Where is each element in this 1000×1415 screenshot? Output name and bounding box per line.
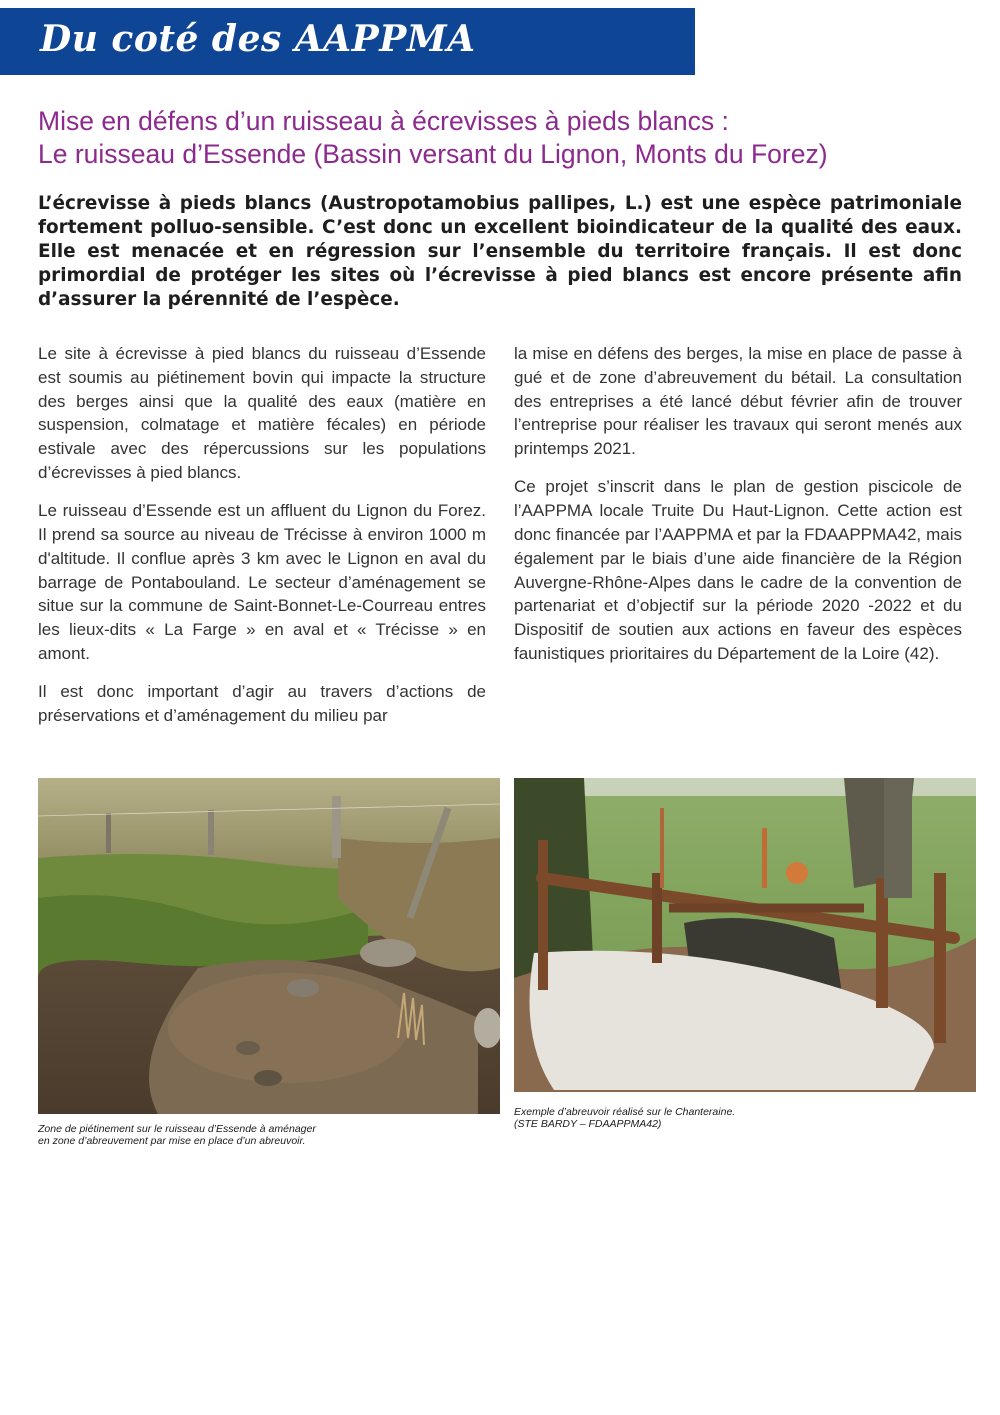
body-column-right [514, 342, 962, 680]
photo-trampled-stream [38, 778, 500, 1114]
heading-line-2: Le ruisseau d’Essende (Bassin versant du Lignon, Monts du Forez) [38, 139, 828, 169]
photo-caption-1 [38, 1123, 316, 1147]
photo-drinking-trough [514, 778, 976, 1092]
intro-paragraph: L’écrevisse à pieds blancs (Austropotamobius pallipes, L.) est une espèce patrimoniale fortement polluo-sensible. C’est donc un excellent bioindicateur de la qualité des eaux. Elle est menacée et en régression sur l’ensemble du territoire français. Il est donc primordial de protéger les sites où l’écrevisse à pied blancs est encore présente afin d’assurer la pérennité de l’espèce. [38, 193, 962, 310]
caption-line: en zone d’abreuvement par mise en place d’un abreuvoir. [38, 1135, 306, 1147]
body-paragraph: Le ruisseau d’Essende est un affluent du Lignon du Forez. Il prend sa source au niveau de Trécisse à environ 1000 m d'altitude. Il conflue après 3 km avec le Lignon en aval du barrage de Pontabouland. Le secteur d’aménagement se situe sur la commune de Saint-Bonnet-Le-Courreau entres les lieux-dits « La Farge » en aval et « Trécisse » en amont. [38, 501, 486, 664]
body-paragraph: la mise en défens des berges, la mise en place de passe à gué et de zone d’abreuvement du bétail. La consultation des entreprises a été lancé début février afin de trouver l’entreprise pour réaliser les travaux qui seront menés aux printemps 2021. [514, 344, 962, 459]
body-paragraph: Le site à écrevisse à pied blancs du ruisseau d’Essende est soumis au piétinement bovin qui impacte la structure des berges ainsi que la qualité des eaux (matière en suspension, colmatage et matière fécales) en période estivale avec des répercussions sur les populations d’écrevisses à pied blancs. [38, 344, 486, 482]
section-title: Du coté des AAPPMA [40, 18, 476, 60]
section-banner [0, 8, 695, 75]
body-column-left [38, 342, 486, 742]
article-heading [38, 105, 968, 171]
caption-line: Exemple d’abreuvoir réalisé sur le Chanteraine. [514, 1106, 736, 1118]
caption-line: Zone de piétinement sur le ruisseau d’Essende à aménager [38, 1123, 316, 1135]
caption-line: (STE BARDY – FDAAPPMA42) [514, 1118, 662, 1130]
body-paragraph: Il est donc important d’agir au travers d’actions de préservations et d’aménagement du milieu par [38, 682, 486, 726]
photo-caption-2 [514, 1106, 735, 1130]
body-paragraph: Ce projet s’inscrit dans le plan de gestion piscicole de l’AAPPMA locale Truite Du Haut-Lignon. Cette action est donc financée par l’AAPPMA et par la FDAAPPMA42, mais également par le biais d’une aide financière de la Région Auvergne-Rhône-Alpes dans le cadre de la convention de partenariat et d’objectif sur la période 2020 -2022 et du Dispositif de soutien aux actions en faveur des espèces faunistiques prioritaires du Département de la Loire (42). [514, 477, 962, 664]
heading-line-1: Mise en défens d’un ruisseau à écrevisses à pieds blancs : [38, 106, 729, 136]
